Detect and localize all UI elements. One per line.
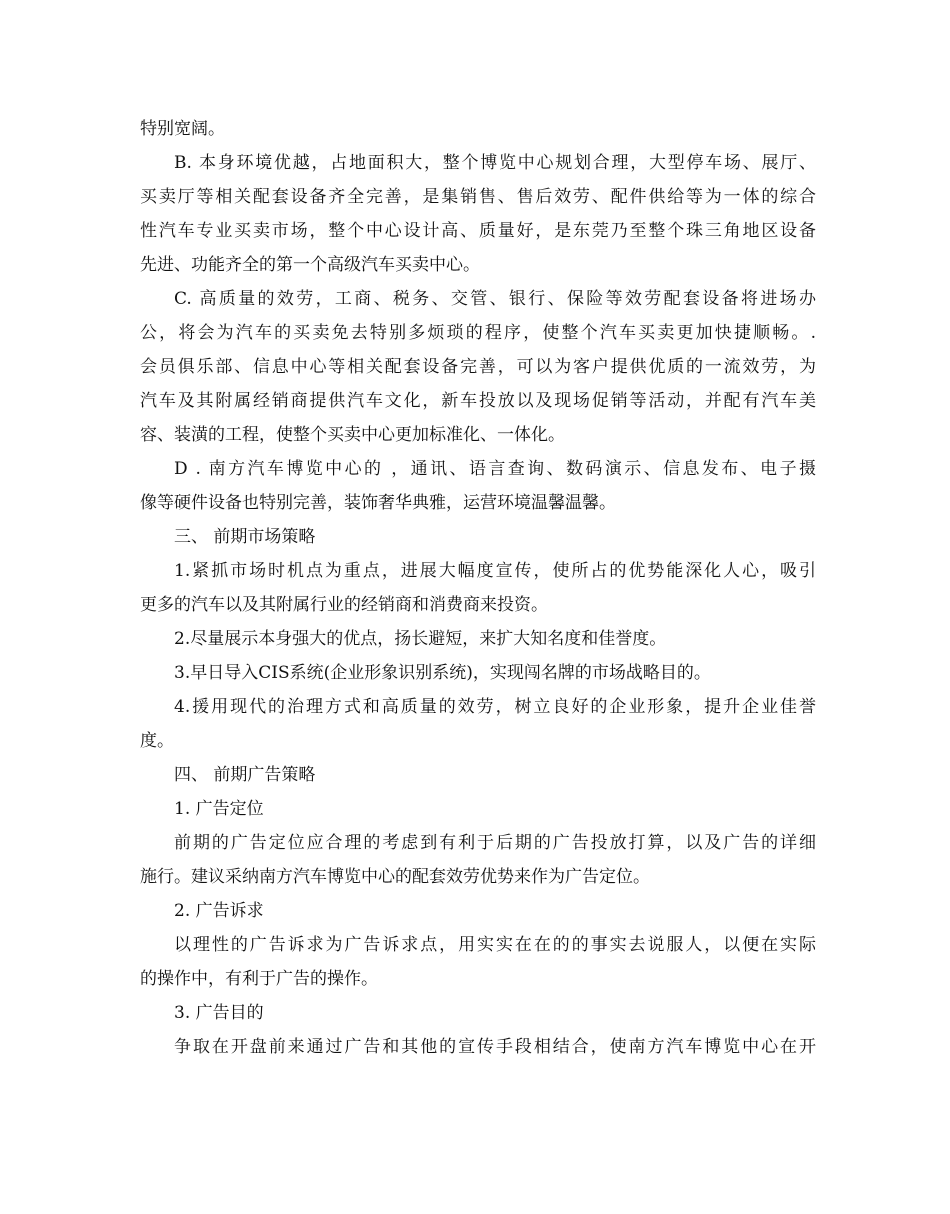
section-heading: 三、 前期市场策略 xyxy=(174,527,316,547)
text-line: D . 南方汽车博览中心的 ，通讯、语言查询、数码演示、信息发布、电子摄 xyxy=(174,459,816,479)
text-line: 公，将会为汽车的买卖免去特别多烦琐的程序，使整个汽车买卖更加快捷顺畅。. xyxy=(140,323,816,343)
text-line: 施行。建议采纳南方汽车博览中心的配套效劳优势来作为广告定位。 xyxy=(140,867,650,887)
text-line: 买卖厅等相关配套设备齐全完善，是集销售、售后效劳、配件供给等为一体的综合 xyxy=(140,187,816,207)
text-line: 会员俱乐部、信息中心等相关配套设备完善，可以为客户提供优质的一流效劳，为 xyxy=(140,357,816,377)
text-line: 4.援用现代的治理方式和高质量的效劳，树立良好的企业形象，提升企业佳誉 xyxy=(174,697,816,717)
text-line: 争取在开盘前来通过广告和其他的宣传手段相结合，使南方汽车博览中心在开 xyxy=(174,1037,816,1057)
text-line: 像等硬件设备也特别完善，装饰奢华典雅，运营环境温馨温馨。 xyxy=(140,493,616,513)
text-line: 性汽车专业买卖市场，整个中心设计高、质量好，是东莞乃至整个珠三角地区设备 xyxy=(140,221,816,241)
text-line: 2.尽量展示本身强大的优点，扬长避短，来扩大知名度和佳誉度。 xyxy=(174,629,667,649)
text-line: C. 高质量的效劳，工商、税务、交管、银行、保险等效劳配套设备将进场办 xyxy=(174,289,816,309)
text-line: 度。 xyxy=(140,731,174,751)
text-line: 先进、功能齐全的第一个高级汽车买卖中心。 xyxy=(140,255,480,275)
document-page xyxy=(140,112,816,1064)
text-line: 1.紧抓市场时机点为重点，进展大幅度宣传，使所占的优势能深化人心，吸引 xyxy=(174,561,816,581)
text-line: 特别宽阔。 xyxy=(140,119,225,139)
subsection-heading: 3. 广告目的 xyxy=(174,1003,264,1023)
text-line: B. 本身环境优越，占地面积大，整个博览中心规划合理，大型停车场、展厅、 xyxy=(174,153,816,173)
text-line: 前期的广告定位应合理的考虑到有利于后期的广告投放打算，以及广告的详细 xyxy=(174,833,816,853)
text-line: 的操作中，有利于广告的操作。 xyxy=(140,969,378,989)
section-heading: 四、 前期广告策略 xyxy=(174,765,316,785)
text-line: 更多的汽车以及其附属行业的经销商和消费商来投资。 xyxy=(140,595,548,615)
subsection-heading: 1. 广告定位 xyxy=(174,799,264,819)
subsection-heading: 2. 广告诉求 xyxy=(174,901,264,921)
text-line: 以理性的广告诉求为广告诉求点，用实实在在的的事实去说服人，以便在实际 xyxy=(174,935,816,955)
text-line: 3.早日导入CIS系统(企业形象识别系统)，实现闯名牌的市场战略目的。 xyxy=(174,663,711,683)
text-line: 容、装潢的工程，使整个买卖中心更加标准化、一体化。 xyxy=(140,425,565,445)
text-line: 汽车及其附属经销商提供汽车文化，新车投放以及现场促销等活动，并配有汽车美 xyxy=(140,391,816,411)
